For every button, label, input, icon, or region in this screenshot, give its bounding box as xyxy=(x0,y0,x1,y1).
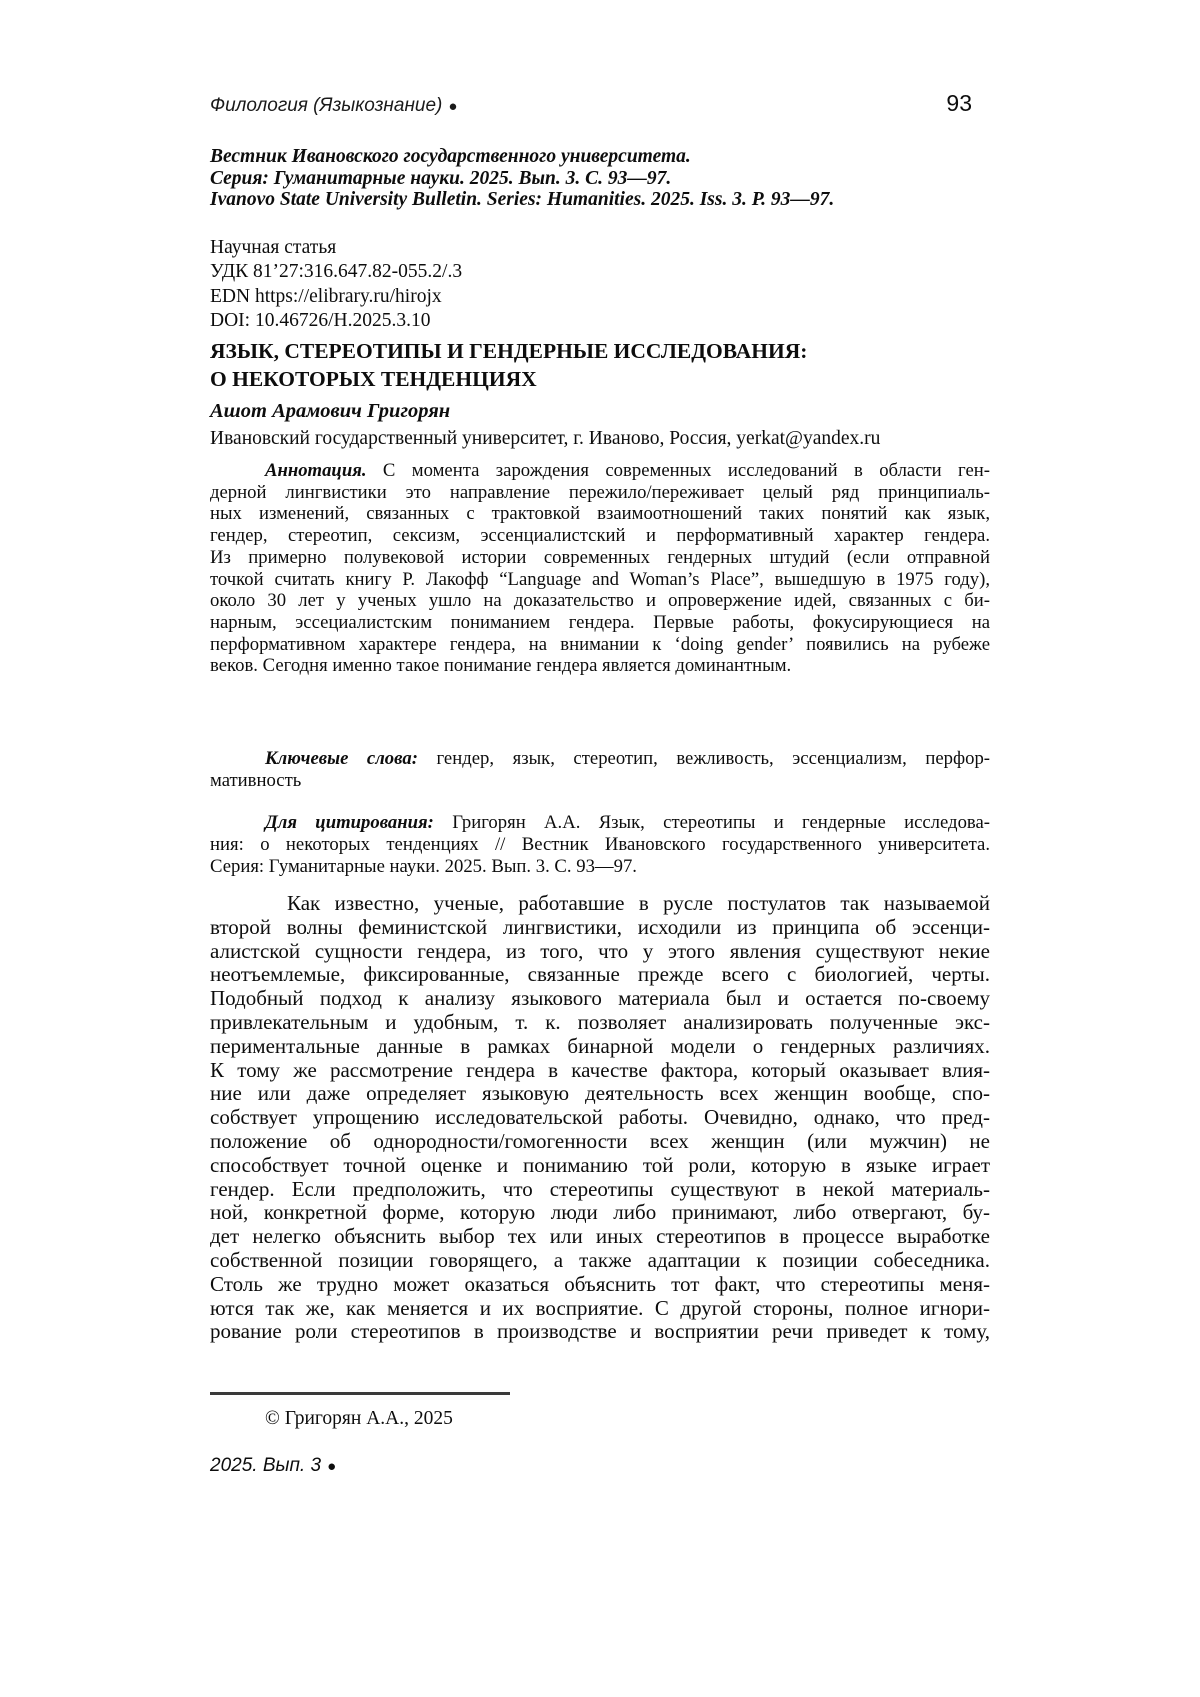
text-line: Вестник Ивановского государственного университета. xyxy=(210,146,691,167)
text-line: ных изменений, связанных с трактовкой взаимоотношений таких понятий как язык, xyxy=(210,503,990,525)
citation-label: Для цитирования: xyxy=(265,812,434,833)
text-line: Из примерно полувековой истории современных гендерных штудий (если отправной xyxy=(210,546,990,568)
body-text xyxy=(210,892,990,1344)
keywords xyxy=(210,748,990,792)
bulletin-citation xyxy=(210,146,990,211)
footer-bullet-icon: ● xyxy=(327,1458,337,1475)
text-line: второй волны феминистской лингвистики, исходили из принципа об эссенци- xyxy=(210,914,990,939)
copyright-notice: © Григорян А.А., 2025 xyxy=(265,1408,453,1429)
text-line: положение об однородности/гомогенности всех женщин (или мужчин) не xyxy=(210,1128,990,1153)
text-line: ния: о некоторых тенденциях // Вестник Ивановского государственного университета. xyxy=(210,834,990,855)
abstract xyxy=(210,460,990,677)
text-line: DOI: 10.46726/H.2025.3.10 xyxy=(210,310,431,332)
header-bullet-icon: ● xyxy=(448,98,458,115)
text-line: О НЕКОТОРЫХ ТЕНДЕНЦИЯХ xyxy=(210,366,537,391)
text-line: ются так же, как меняется и их восприятие. С другой стороны, полное игнори- xyxy=(210,1295,990,1320)
text-line: УДК 81’27:316.647.82-055.2/.3 xyxy=(210,261,463,283)
text-line: около 30 лет у ученых ушло на доказательство и опровержение идей, связанных с би- xyxy=(210,590,990,612)
footnote-separator xyxy=(210,1392,510,1395)
text-line: точкой считать книгу Р. Лакофф “Language and Woman’s Place”, вышедшую в 1975 году), xyxy=(210,568,990,590)
text-line: собствует упрощению исследовательской работы. Очевидно, однако, что пред- xyxy=(210,1105,990,1130)
text-line: гендер. Если предположить, что стереотипы существуют в некой материаль- xyxy=(210,1176,990,1201)
text-line: неотъемлемые, фиксированные, связанные прежде всего с биологией, черты. xyxy=(210,962,990,987)
keywords-first-line-text: гендер, язык, стереотип, вежливость, эссенциализм, перфор- xyxy=(436,748,991,769)
author-name: Ашот Арамович Григорян xyxy=(210,400,451,422)
text-line: гендер, стереотип, сексизм, эссенциалистский и перформативный характер гендера. xyxy=(210,525,990,547)
page-footer xyxy=(210,1455,990,1477)
abstract-first-line-text: С момента зарождения современных исследований в области ген- xyxy=(382,460,990,481)
citation-first-line-text: Григорян А.А. Язык, стереотипы и гендерные исследова- xyxy=(452,812,991,833)
abstract-label: Аннотация. xyxy=(265,460,367,481)
text-line: Ivanovo State University Bulletin. Series: Humanities. 2025. Iss. 3. P. 93—97. xyxy=(210,189,835,210)
keywords-label: Ключевые слова: xyxy=(265,748,418,769)
text-line: EDN https://elibrary.ru/hirojx xyxy=(210,285,442,307)
text-line: собственной позиции говорящего, а также адаптации к позиции собеседника. xyxy=(210,1247,990,1272)
text-line: Подобный подход к анализу языкового материала был и остается по-своему xyxy=(210,986,990,1011)
text-line: ной, конкретной форме, которую люди либо принимают, либо отвергают, бу- xyxy=(210,1200,990,1225)
text-line: К тому же рассмотрение гендера в качестве фактора, который оказывает влия- xyxy=(210,1057,990,1082)
text-line: Серия: Гуманитарные науки. 2025. Вып. 3. С. 93—97. xyxy=(210,167,672,189)
text-line: Как известно, ученые, работавшие в русле постулатов так называемой xyxy=(287,891,990,915)
article-meta xyxy=(210,236,990,334)
abstract-continuation xyxy=(210,482,990,656)
text-line: дет нелегко объяснить выбор тех или иных стереотипов в процессе выработке xyxy=(210,1224,990,1249)
keywords-last-line: мативность xyxy=(210,770,302,791)
footer-issue: 2025. Вып. 3 xyxy=(210,1455,322,1476)
text-line: ние или даже определяет языковую деятельность всех женщин вообще, спо- xyxy=(210,1081,990,1106)
text-line: нарным, эссециалистским пониманием гендера. Первые работы, фокусирующиеся на xyxy=(210,611,990,633)
author-affiliation: Ивановский государственный университет, г. Иваново, Россия, yerkat@yandex.ru xyxy=(210,428,881,449)
text-line: способствует точной оценке и пониманию той роли, которую в языке играет xyxy=(210,1152,990,1177)
page-number: 93 xyxy=(946,90,972,116)
text-line: ЯЗЫК, СТЕРЕОТИПЫ И ГЕНДЕРНЫЕ ИССЛЕДОВАНИЯ: xyxy=(210,339,808,363)
article-title xyxy=(210,338,990,393)
text-line: рование роли стереотипов в производстве и восприятии речи приведет к тому, xyxy=(210,1319,990,1344)
text-line: периментальные данные в рамках бинарной модели о гендерных различиях. xyxy=(210,1033,990,1058)
section-heading xyxy=(210,95,457,117)
abstract-last-line: веков. Сегодня именно такое понимание гендера является доминантным. xyxy=(210,655,792,677)
text-line: перформативном характере гендера, на внимании к ‘doing gender’ появились на рубеже xyxy=(210,633,990,655)
citation-last-line: Серия: Гуманитарные науки. 2025. Вып. 3. С. 93—97. xyxy=(210,856,637,877)
text-line: привлекательным и удобным, т. к. позволяет анализировать полученные экс- xyxy=(210,1009,990,1034)
citation-continuation xyxy=(210,834,990,856)
section-label: Филология (Языкознание) xyxy=(210,95,443,116)
text-line: Научная статья xyxy=(210,237,337,258)
keywords-first-line xyxy=(210,748,990,770)
citation-for-reference xyxy=(210,812,990,878)
running-header xyxy=(210,90,990,117)
text-line: дерной лингвистики это направление пережило/переживает целый ряд принципиаль- xyxy=(210,481,990,503)
text-line: алистской сущности гендера, из того, что у этого явления существуют некие xyxy=(210,938,990,963)
abstract-first-line xyxy=(210,460,990,482)
citation-first-line xyxy=(210,812,990,834)
text-line: Столь же трудно может оказаться объяснить тот факт, что стереотипы меня- xyxy=(210,1271,990,1296)
